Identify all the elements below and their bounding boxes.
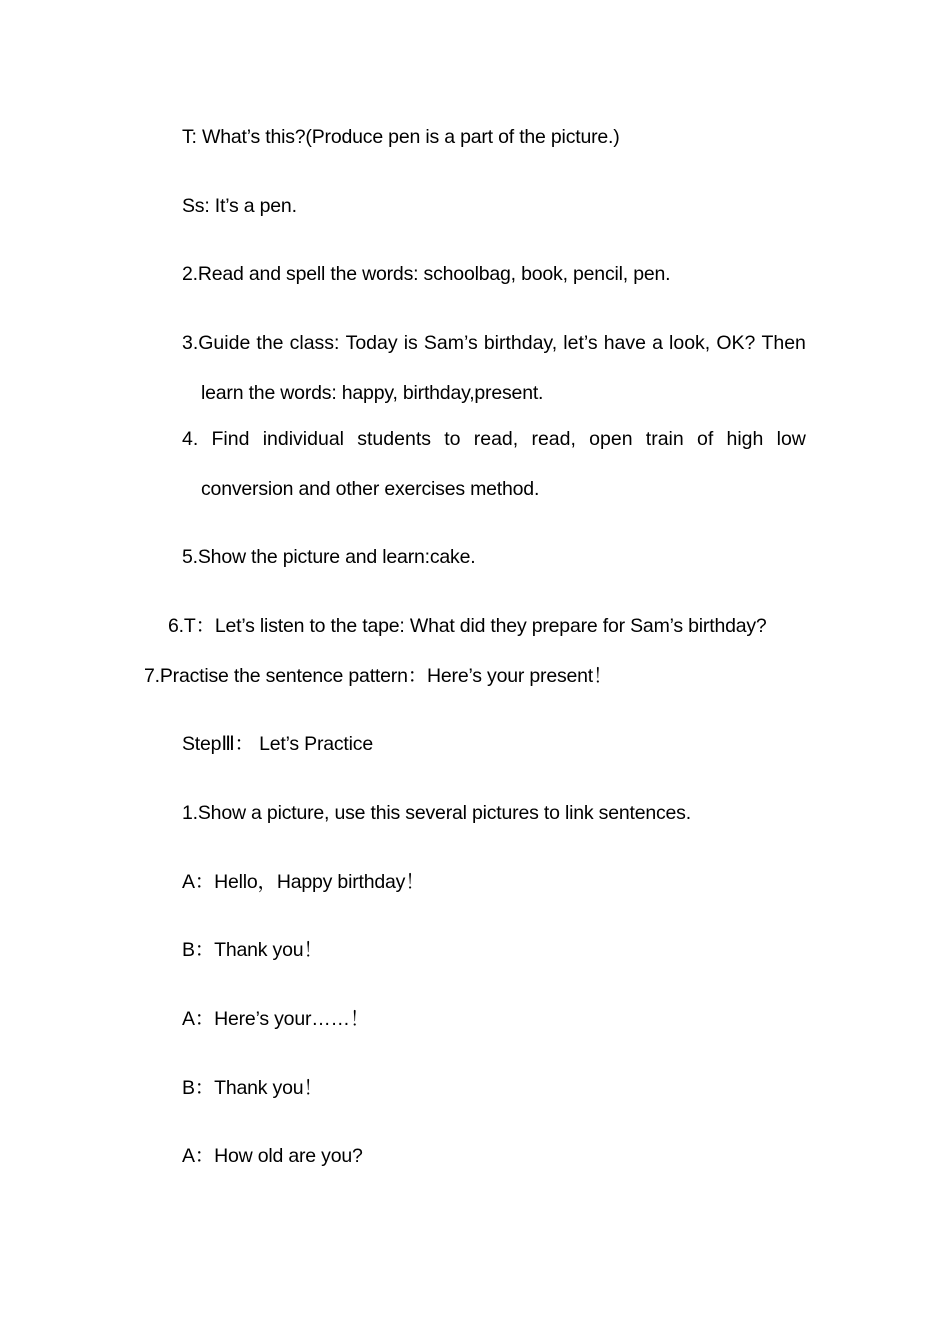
dialogue-a-hello: A：Hello，Happy birthday！ bbox=[182, 871, 425, 893]
word: Then bbox=[761, 332, 806, 354]
word: is bbox=[403, 332, 418, 354]
word: 4. bbox=[182, 428, 199, 450]
step-2-read-spell: 2.Read and spell the words: schoolbag, book, pencil, pen. bbox=[182, 263, 671, 285]
practice-1-show-picture: 1.Show a picture, use this several pictures to link sentences. bbox=[182, 802, 691, 824]
word: the bbox=[256, 332, 284, 354]
word: students bbox=[357, 428, 431, 450]
word: birthday, bbox=[483, 332, 558, 354]
step-iii-heading: StepⅢ： Let’s Practice bbox=[182, 733, 373, 755]
word: a bbox=[652, 332, 663, 354]
step-6-listen-tape: 6.T：Let’s listen to the tape: What did they prepare for Sam’s birthday? bbox=[168, 615, 767, 637]
word: let’s bbox=[563, 332, 598, 354]
word: high bbox=[726, 428, 764, 450]
word: read, bbox=[473, 428, 519, 450]
word: read, bbox=[531, 428, 576, 450]
step-7-practise-pattern: 7.Practise the sentence pattern：Here’s your present！ bbox=[144, 665, 613, 687]
word: individual bbox=[262, 428, 345, 450]
word: 3.Guide bbox=[182, 332, 251, 354]
word: of bbox=[696, 428, 714, 450]
dialogue-students-answer: Ss: It’s a pen. bbox=[182, 195, 297, 217]
word: class: bbox=[289, 332, 340, 354]
word: open bbox=[589, 428, 633, 450]
dialogue-a-how-old: A：How old are you? bbox=[182, 1145, 363, 1167]
step-4-find-students-line1 bbox=[182, 427, 806, 451]
word: Find bbox=[211, 428, 250, 450]
word: OK? bbox=[716, 332, 756, 354]
word: low bbox=[776, 428, 806, 450]
word: look, bbox=[669, 332, 711, 354]
word: train bbox=[645, 428, 684, 450]
word: to bbox=[444, 428, 461, 450]
dialogue-teacher-question: T: What’s this?(Produce pen is a part of the picture.) bbox=[182, 126, 620, 148]
word: Sam’s bbox=[423, 332, 478, 354]
step-5-show-picture: 5.Show the picture and learn:cake. bbox=[182, 546, 476, 568]
step-3-guide-line1 bbox=[182, 331, 806, 355]
dialogue-a-heres-your: A：Here’s your……！ bbox=[182, 1008, 370, 1030]
step-4-find-students-line2: conversion and other exercises method. bbox=[201, 478, 540, 500]
dialogue-b-thanks-1: B：Thank you！ bbox=[182, 939, 323, 961]
word: Today bbox=[345, 332, 398, 354]
step-3-guide-line2: learn the words: happy, birthday,present. bbox=[201, 382, 544, 404]
word: have bbox=[603, 332, 646, 354]
dialogue-b-thanks-2: B：Thank you！ bbox=[182, 1077, 323, 1099]
